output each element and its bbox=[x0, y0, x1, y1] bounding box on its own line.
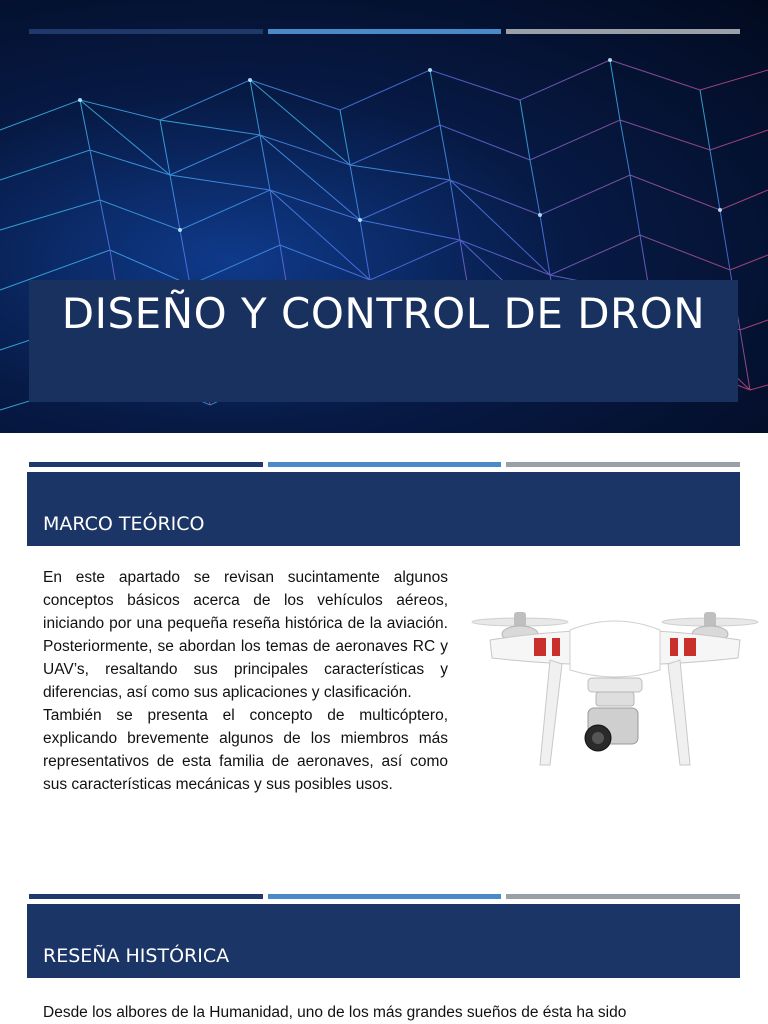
section-heading-resena-historica: RESEÑA HISTÓRICA bbox=[27, 904, 740, 978]
accent-bar-grey bbox=[506, 29, 740, 34]
accent-bar-dark bbox=[29, 894, 263, 899]
paragraph: En este apartado se revisan sucintamente algunos conceptos básicos acerca de los vehículos aéreos, iniciando por una pequeña reseña histórica de la aviación. Posteriormente, se abordan los temas de aeronaves RC y UAV’s, resaltando sus principales características y diferencias, así como sus aplicaciones y clasificación. bbox=[43, 569, 448, 701]
marco-teorico-body bbox=[43, 566, 448, 796]
accent-bar-dark bbox=[29, 462, 263, 467]
paragraph: Desde los albores de la Humanidad, uno de los más grandes sueños de ésta ha sido bbox=[43, 1004, 627, 1021]
drone-illustration bbox=[472, 612, 758, 765]
resena-historica-body bbox=[43, 1001, 729, 1024]
paragraph: También se presenta el concepto de multicóptero, explicando brevemente algunos de los miembros más representativos de esta familia de aeronaves, así como sus características mecánicas y sus posibles usos. bbox=[43, 707, 448, 793]
accent-bar-blue bbox=[268, 462, 502, 467]
accent-bar-grey bbox=[506, 894, 740, 899]
section-divider-bars bbox=[29, 894, 740, 899]
accent-bar-grey bbox=[506, 462, 740, 467]
accent-bar-dark bbox=[29, 29, 263, 34]
hero-accent-bars bbox=[29, 29, 740, 34]
section-heading-marco-teorico: MARCO TEÓRICO bbox=[27, 472, 740, 546]
accent-bar-blue bbox=[268, 894, 502, 899]
accent-bar-blue bbox=[268, 29, 502, 34]
section-divider-bars bbox=[29, 462, 740, 467]
document-title: DISEÑO Y CONTROL DE DRON bbox=[29, 280, 738, 402]
hero-banner bbox=[0, 0, 768, 433]
drone-image bbox=[470, 600, 765, 780]
